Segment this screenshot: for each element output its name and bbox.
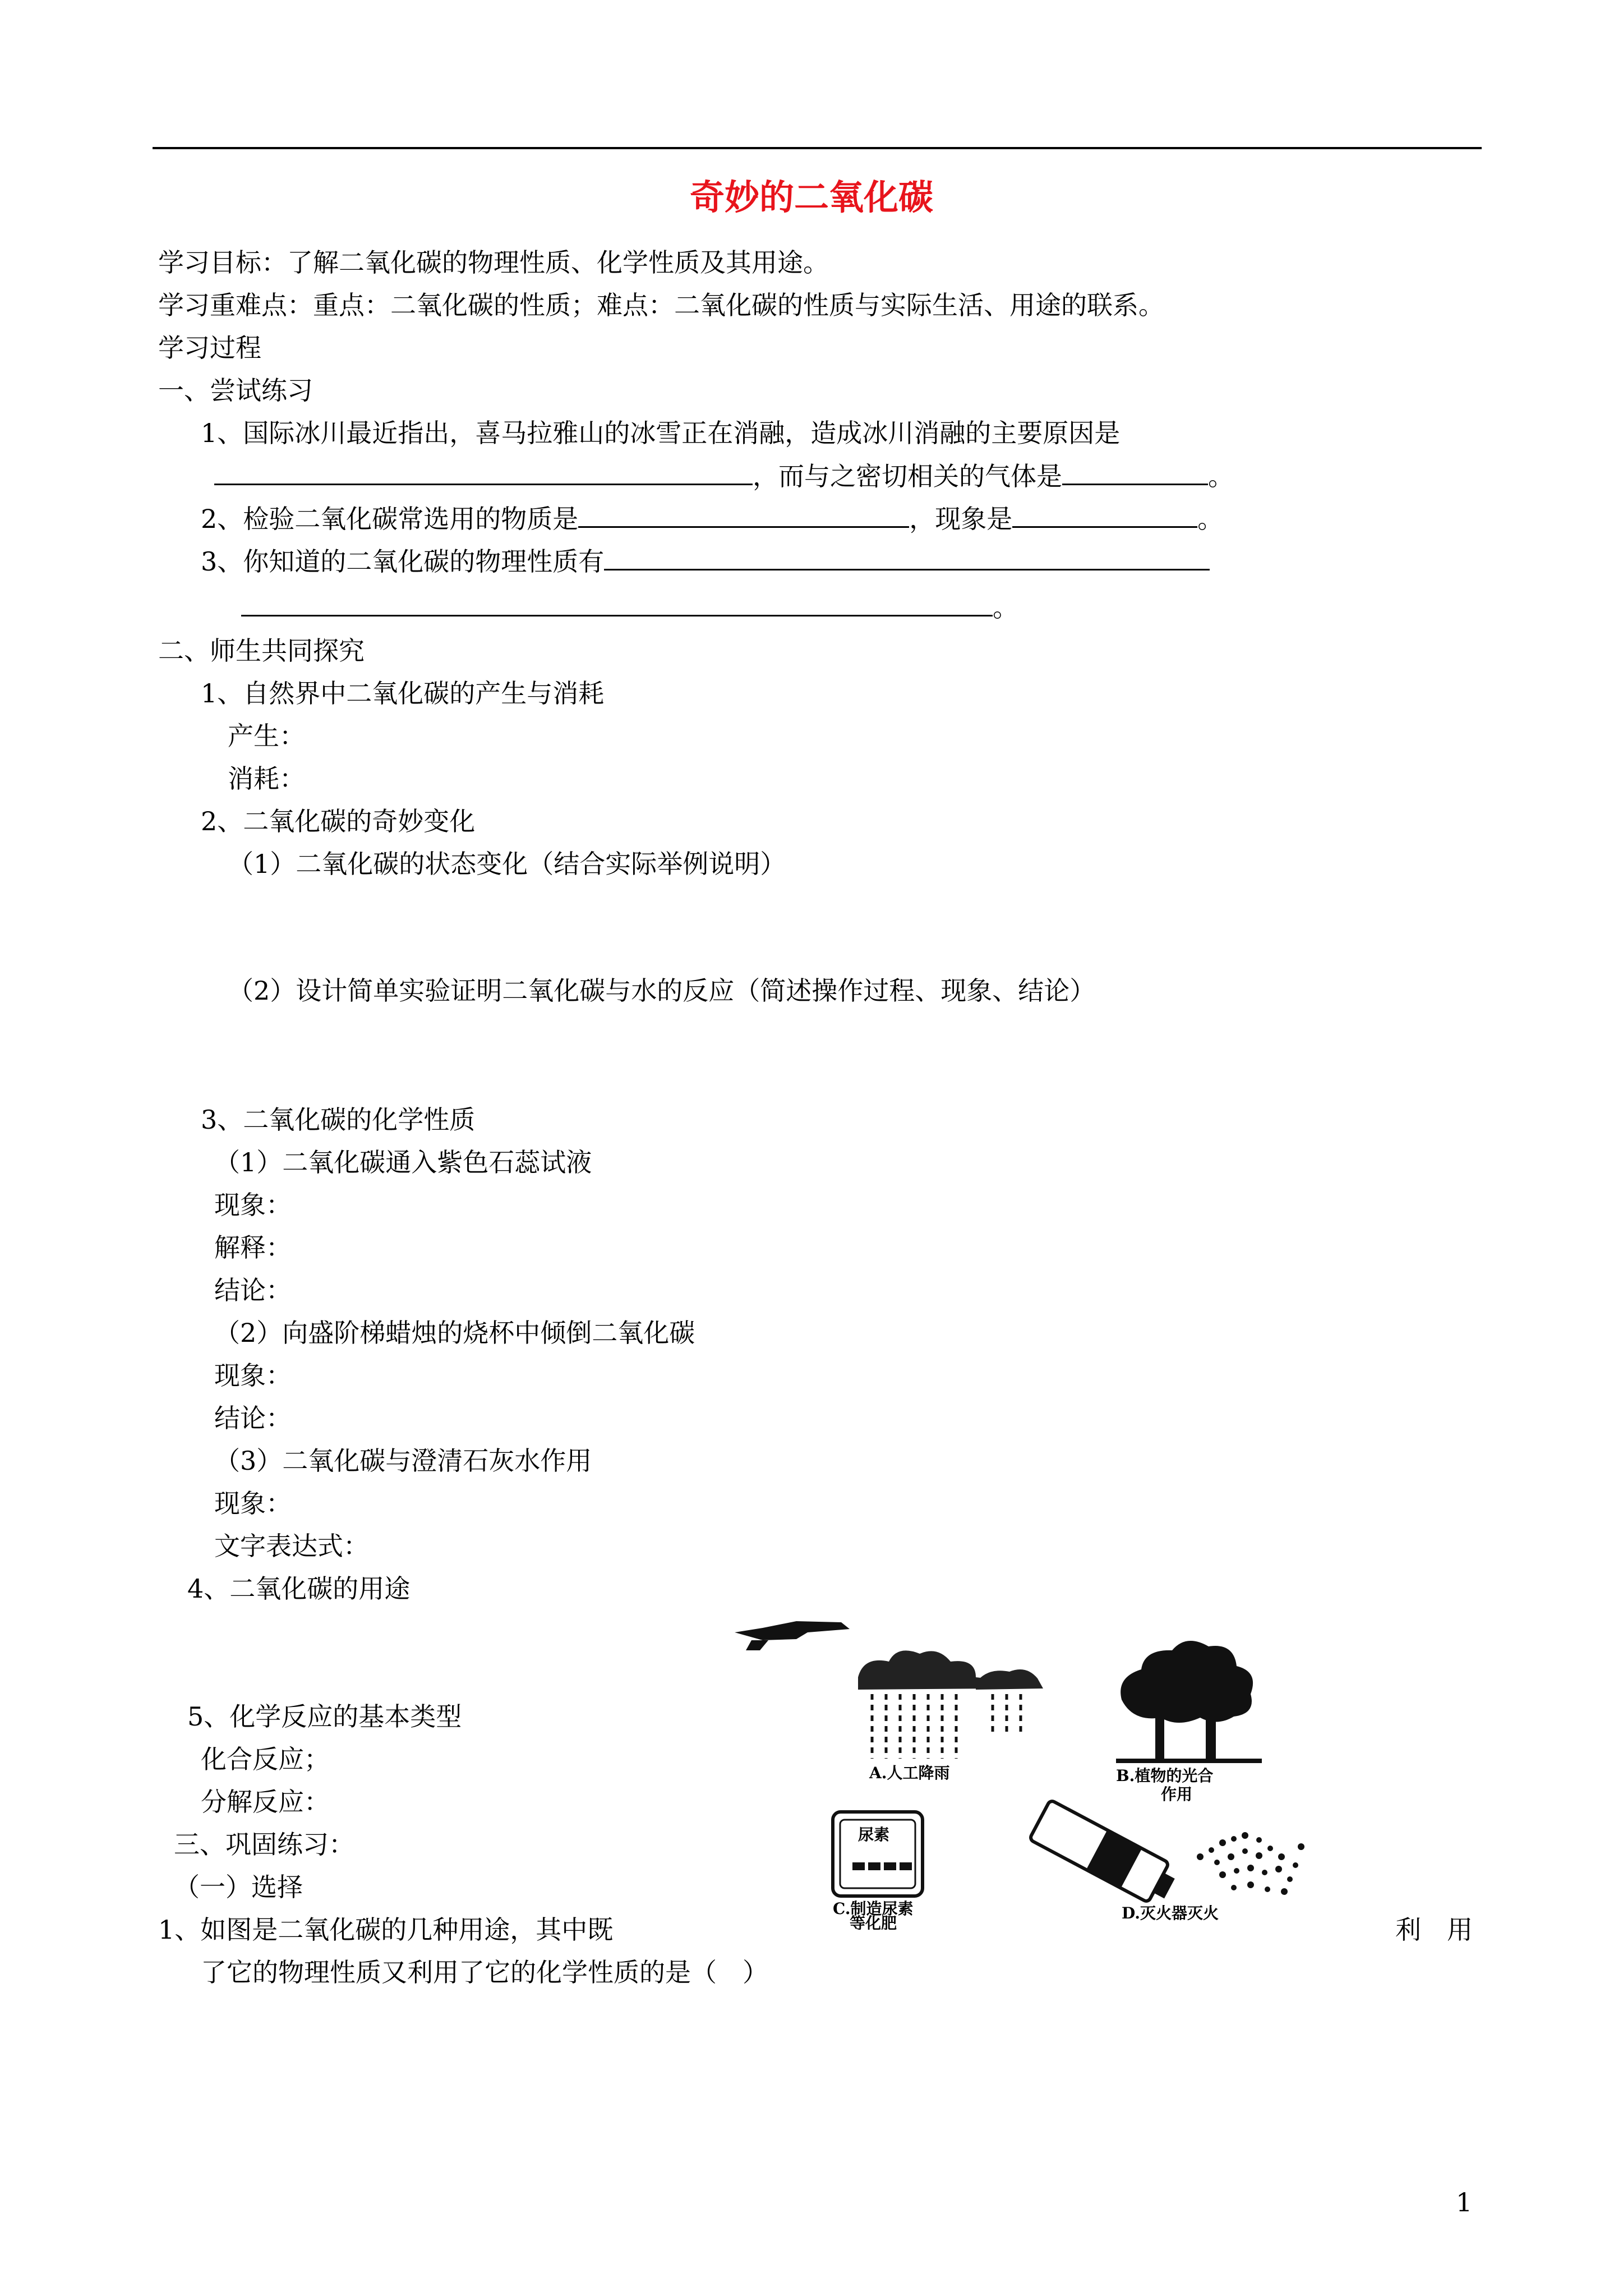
label-phenomenon: 现象：: [214, 1360, 292, 1391]
rain-cloud-icon: [858, 1650, 1043, 1759]
label-phenomenon: 现象：: [214, 1488, 292, 1519]
label-phenomenon: 现象：: [214, 1190, 292, 1220]
answer-blank[interactable]: [1062, 459, 1208, 485]
fire-extinguisher-icon: [1029, 1800, 1304, 1908]
answer-blank[interactable]: [604, 544, 1210, 570]
learning-goal: 学习目标：了解二氧化碳的物理性质、化学性质及其用途。: [158, 247, 829, 278]
subsection-2-1: 1、自然界中二氧化碳的产生与消耗: [201, 678, 605, 708]
choice-heading: （一）选择: [174, 1872, 303, 1902]
label-combination-reaction: 化合反应；: [201, 1744, 330, 1774]
tree-icon: [1116, 1641, 1262, 1763]
header-rule: [153, 147, 1482, 149]
item-2-3-1: （1）二氧化碳通入紫色石蕊试液: [214, 1147, 592, 1177]
process-heading: 学习过程: [158, 333, 261, 363]
section-3-heading: 三、巩固练习：: [174, 1829, 354, 1860]
item-2-3-3: （3）二氧化碳与澄清石灰水作用: [214, 1446, 592, 1476]
question-1-2: 2、检验二氧化碳常选用的物质是 ，现象是 。: [201, 501, 1223, 536]
section-2-heading: 二、师生共同探究: [158, 636, 365, 666]
subsection-2-5: 5、化学反应的基本类型: [187, 1701, 462, 1732]
urea-bag-label: 尿素: [858, 1825, 890, 1844]
label-conclusion: 结论：: [214, 1403, 292, 1433]
figure-label-c2: 等化肥: [850, 1914, 897, 1930]
item-2-2-1: （1）二氧化碳的状态变化（结合实际举例说明）: [228, 849, 786, 879]
figure-label-d: D.灭火器灭火: [1122, 1904, 1219, 1922]
airplane-icon: [735, 1621, 850, 1650]
question-1-1-line2: ，而与之密切相关的气体是 。: [214, 459, 1234, 493]
label-consume: 消耗：: [228, 763, 305, 794]
subsection-2-4: 4、二氧化碳的用途: [187, 1573, 411, 1604]
figure-label-b1: B.植物的光合: [1116, 1766, 1214, 1785]
choice-question-1-tail: 利 用: [1395, 1915, 1473, 1945]
item-2-3-2: （2）向盛阶梯蜡烛的烧杯中倾倒二氧化碳: [214, 1318, 695, 1348]
answer-blank[interactable]: [241, 590, 993, 616]
choice-question-1: 1、如图是二氧化碳的几种用途，其中既: [158, 1915, 614, 1945]
label-produce: 产生：: [228, 721, 305, 751]
answer-blank[interactable]: [578, 501, 909, 528]
subsection-2-2: 2、二氧化碳的奇妙变化: [201, 806, 476, 836]
question-1-1: 1、国际冰川最近指出，喜马拉雅山的冰雪正在消融，造成冰川消融的主要原因是: [201, 418, 1121, 448]
item-2-2-2: （2）设计简单实验证明二氧化碳与水的反应（简述操作过程、现象、结论）: [228, 976, 1096, 1006]
answer-blank[interactable]: [214, 459, 753, 485]
choice-question-1-line2: 了它的物理性质又利用了它的化学性质的是（ ）: [201, 1957, 768, 1987]
label-decomposition-reaction: 分解反应：: [201, 1787, 330, 1817]
key-points: 学习重难点：重点：二氧化碳的性质；难点：二氧化碳的性质与实际生活、用途的联系。: [158, 290, 1164, 320]
label-explain: 解释：: [214, 1232, 292, 1263]
subsection-2-3: 3、二氧化碳的化学性质: [201, 1105, 476, 1135]
co2-uses-figure: [729, 1616, 1335, 1930]
figure-label-c1: C.制造尿素: [833, 1899, 914, 1918]
figure-label-a: A.人工降雨: [869, 1764, 950, 1782]
answer-blank[interactable]: [1012, 501, 1197, 528]
urea-bag-icon: [833, 1812, 923, 1896]
question-1-3: 3、你知道的二氧化碳的物理性质有: [201, 544, 1210, 578]
page-title: 奇妙的二氧化碳: [689, 177, 933, 218]
label-word-equation: 文字表达式：: [214, 1531, 369, 1561]
question-1-3-line2: 。: [241, 590, 1018, 624]
figure-label-b2: 作用: [1161, 1785, 1193, 1803]
page-number: 1: [1456, 2187, 1473, 2217]
section-1-heading: 一、尝试练习: [158, 375, 313, 406]
label-conclusion: 结论：: [214, 1275, 292, 1305]
